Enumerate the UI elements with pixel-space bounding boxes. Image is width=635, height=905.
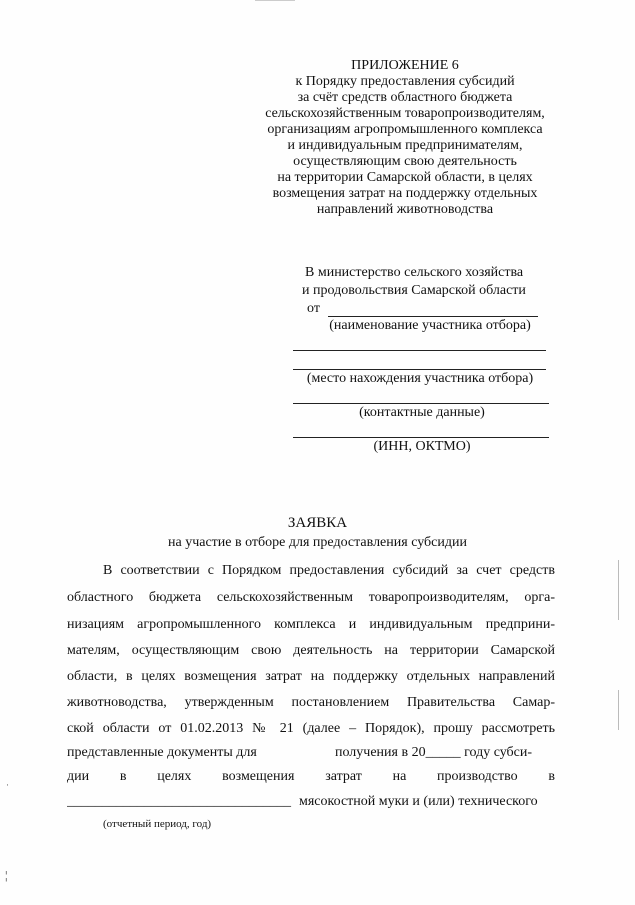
body-line: низациям агропромышленного комплекса и индивидуальным предприни- <box>67 617 555 632</box>
contacts-caption: (контактные данные) <box>359 405 485 420</box>
body-line-part: представленные документы для <box>67 745 257 760</box>
scan-edge-mark <box>618 690 619 730</box>
appendix-line: к Порядку предоставления субсидий <box>295 74 515 89</box>
body-line: ской области от 01.02.2013 № 21 (далее – Порядок), прошу рассмотреть <box>67 721 555 736</box>
body-line: В соответствии с Порядком предоставления субсидий за счет средств <box>103 563 555 578</box>
document-title: ЗАЯВКА <box>287 515 348 531</box>
appendix-line: и индивидуальным предпринимателям, <box>287 138 523 153</box>
scan-edge-mark <box>255 0 295 1</box>
document-subtitle: на участие в отборе для предоставления субсидии <box>168 535 467 550</box>
appendix-line: на территории Самарской области, в целях <box>277 170 533 185</box>
scan-artifact: ¦ <box>5 868 8 882</box>
body-line: области, в целях возмещения затрат на поддержку отдельных направлений <box>67 669 555 684</box>
body-line-part: мясокостной муки и (или) технического <box>299 794 538 809</box>
appendix-line: возмещения затрат на поддержку отдельных <box>272 186 538 201</box>
appendix-line: осуществляющим свою деятельность <box>293 154 517 169</box>
location-caption: (место нахождения участника отбора) <box>306 371 534 386</box>
applicant-name-caption: (наименование участника отбора) <box>329 318 531 333</box>
appendix-line: за счёт средств областного бюджета <box>297 90 513 105</box>
appendix-line: организациям агропромышленного комплекса <box>267 122 543 137</box>
scan-artifact: · <box>6 780 9 790</box>
appendix-line: сельскохозяйственным товаропроизводителям, <box>265 106 545 121</box>
body-line: дии в целях возмещения затрат на производство в <box>67 769 555 784</box>
scan-edge-mark <box>618 560 619 620</box>
from-label: от <box>307 301 320 316</box>
body-line: мателям, осуществляющим свою деятельность на территории Самарской <box>67 643 555 658</box>
body-line: областного бюджета сельскохозяйственным товаропроизводителям, орга- <box>67 590 555 605</box>
addressee-line-2: и продовольствия Самарской области <box>302 283 526 298</box>
body-line-part: получения в 20_____ году субси- <box>335 745 533 760</box>
period-caption: (отчетный период, год) <box>103 818 212 830</box>
appendix-line: направлений животноводства <box>316 202 494 217</box>
inn-caption: (ИНН, ОКТМО) <box>373 439 471 454</box>
application-body <box>67 0 555 905</box>
addressee-line-1: В министерство сельского хозяйства <box>305 265 524 280</box>
appendix-heading: ПРИЛОЖЕНИЕ 6 <box>351 58 459 73</box>
period-blank: ________________________________ <box>67 794 291 809</box>
body-line: животноводства, утвержденным постановлением Правительства Самар- <box>67 695 555 710</box>
